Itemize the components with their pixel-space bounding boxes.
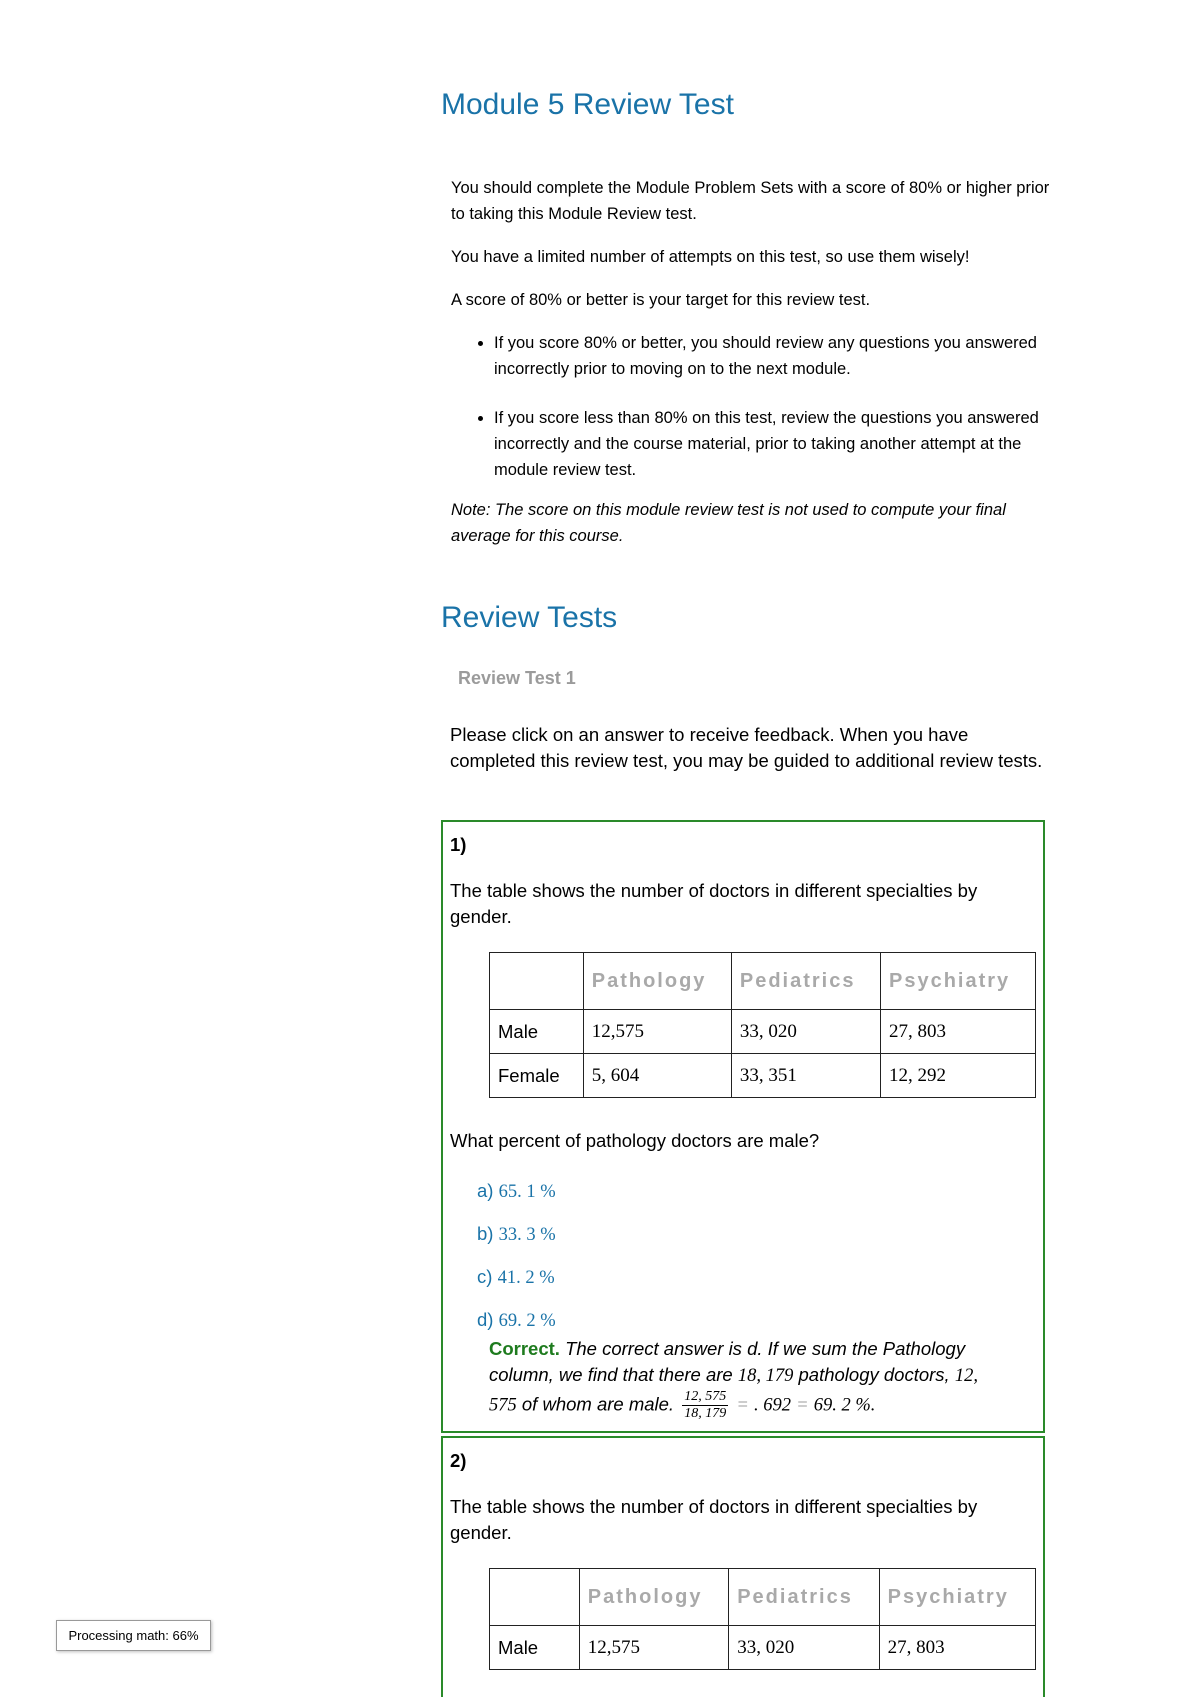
feedback-fraction [682,1389,728,1422]
table-cell: Male [490,1010,584,1054]
question-2 [441,1436,1045,1697]
choice-letter: a) [477,1180,494,1201]
equals-sign: = [796,1395,809,1416]
table-cell: 12, 292 [880,1054,1035,1098]
feedback-text: The correct answer is d. If we sum the Pathology column, we find that there are [489,1338,966,1385]
table-cell: 33, 020 [729,1626,879,1670]
answer-choice-b[interactable] [477,1221,1036,1264]
table-header-cell: Pediatrics [729,1569,879,1626]
question-prompt: What percent of pathology doctors are male? [450,1130,820,1151]
intro-paragraph: You should complete the Module Problem Sets with a score of 80% or higher prior to taking this Module Review test. [451,179,1050,223]
intro-note: Note: The score on this module review test is not used to compute your final average for this course. [451,501,1006,545]
math-processing-status: Processing math: 66% [56,1620,211,1651]
choice-value: 41. 2 % [497,1268,555,1288]
equals-sign: = [736,1395,749,1416]
data-table [489,952,1036,1098]
choice-value: 69. 2 % [498,1311,556,1331]
page-title: Module 5 Review Test [441,88,734,121]
table-row [490,1010,1036,1054]
table-cell: 27, 803 [879,1626,1035,1670]
answer-feedback [489,1336,999,1422]
intro-text [451,175,1051,566]
feedback-text: pathology doctors, [798,1364,950,1385]
feedback-decimal: . 692 [753,1395,791,1416]
list-item: • If you score 80% or better, you should review any questions you answered incorrectly prior to moving on to the next module. [494,330,1051,382]
intro-list [451,330,1051,483]
choice-letter: c) [477,1266,493,1287]
answer-choice-a[interactable] [477,1178,1036,1221]
section-title: Review Tests [441,601,618,634]
table-header-cell: Psychiatry [880,953,1035,1010]
choice-value: 33. 3 % [498,1225,556,1245]
question-1 [441,820,1045,1433]
table-cell: 12,575 [583,1010,731,1054]
list-item: • If you score less than 80% on this test, review the questions you answered incorrectly and the course material, prior to taking another attempt at the module review test. [494,405,1051,483]
instructions: Please click on an answer to receive feedback. When you have completed this review test, you may be guided to additional review tests. [450,724,1043,771]
table-header-cell: Pathology [583,953,731,1010]
answer-choice-c[interactable] [477,1264,1036,1307]
table-header-cell: Pediatrics [731,953,880,1010]
question-text: The table shows the number of doctors in different specialties by gender. [450,880,978,927]
feedback-text: of whom are male. [521,1393,675,1415]
choice-letter: b) [477,1223,494,1244]
answer-choices [477,1178,1036,1350]
table-header-cell: Pathology [579,1569,728,1626]
table-header-cell: Psychiatry [879,1569,1035,1626]
question-text: The table shows the number of doctors in different specialties by gender. [450,1496,978,1543]
fraction-denominator: 18, 179 [684,1406,727,1421]
table-cell: 33, 020 [731,1010,880,1054]
feedback-percent: 69. 2 % [813,1395,871,1416]
table-cell: 27, 803 [880,1010,1035,1054]
table-header-row [490,953,1036,1010]
review-test-title: Review Test 1 [458,668,576,688]
feedback-total: 18, 179 [737,1366,794,1386]
table-cell: 5, 604 [583,1054,731,1098]
table-row [490,1626,1036,1670]
table-cell: 33, 351 [731,1054,880,1098]
table-header-cell [490,953,584,1010]
feedback-period: . [870,1395,876,1416]
question-number: 2) [450,1450,467,1471]
fraction-numerator: 12, 575 [684,1389,727,1404]
choice-value: 65. 1 % [498,1182,556,1202]
table-cell: 12,575 [579,1626,728,1670]
question-number: 1) [450,834,467,855]
data-table [489,1568,1036,1670]
table-cell: Female [490,1054,584,1098]
intro-paragraph: A score of 80% or better is your target for this review test. [451,291,871,309]
table-row [490,1054,1036,1098]
feedback-correct-label: Correct. [489,1338,560,1359]
table-header-row [490,1569,1036,1626]
choice-letter: d) [477,1309,494,1330]
table-cell: Male [490,1626,580,1670]
table-header-cell [490,1569,580,1626]
feedback-male-count: 12, 575 [489,1366,978,1416]
intro-paragraph: You have a limited number of attempts on this test, so use them wisely! [451,248,970,266]
